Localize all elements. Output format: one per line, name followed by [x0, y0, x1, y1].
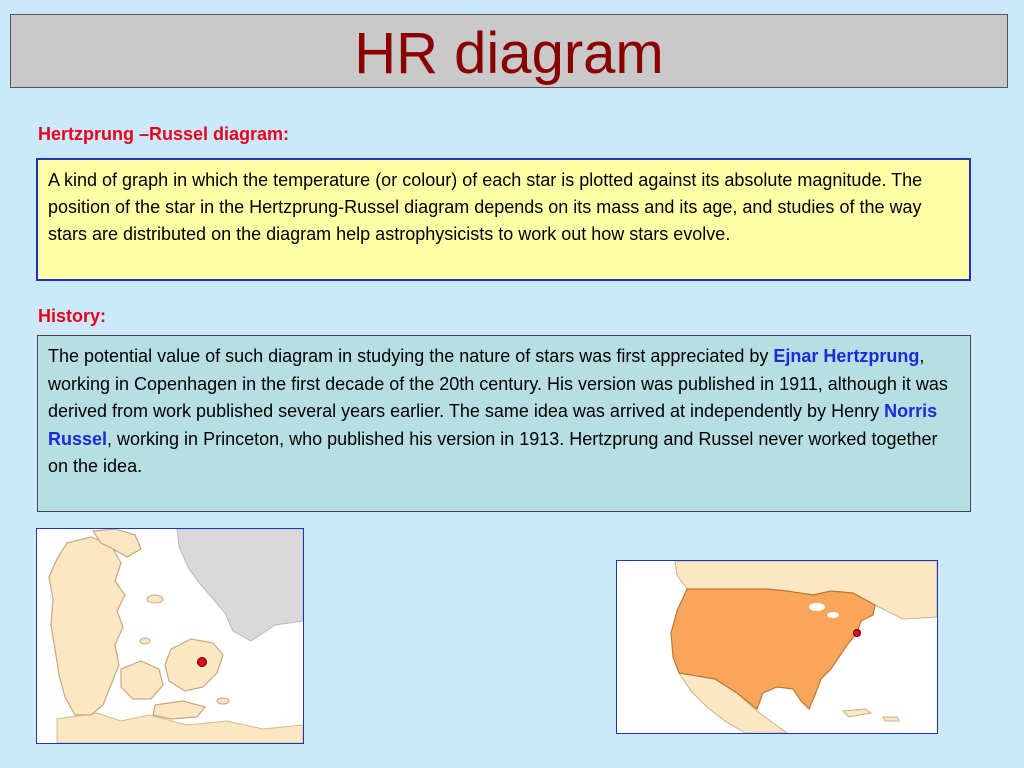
denmark-map — [36, 528, 304, 744]
history-text-1: The potential value of such diagram in studying the nature of stars was first appreciated by — [48, 346, 774, 366]
title-banner — [10, 14, 1008, 88]
history-text-3: , working in Princeton, who published his version in 1913. Hertzprung and Russel never worked together on the idea. — [48, 428, 938, 476]
denmark-map-image — [37, 529, 303, 743]
copenhagen-marker — [198, 658, 207, 667]
history-text-2: , working in Copenhagen in the first decade of the 20th century. His version was published in 1911, although it was derived from work published several years earlier. The same idea was arrived at independently by Henry — [48, 346, 948, 421]
russel-name: Norris Russel — [48, 401, 938, 449]
definition-box — [36, 158, 971, 281]
hertzprung-name: Ejnar Hertzprung — [773, 346, 920, 366]
princeton-marker — [854, 630, 861, 637]
history-box — [37, 335, 971, 512]
usa-map — [616, 560, 938, 734]
definition-heading: Hertzprung –Russel diagram: — [38, 124, 290, 144]
usa-map-image — [617, 561, 937, 733]
history-heading: History: — [38, 306, 107, 326]
slide-title: HR diagram — [354, 21, 664, 86]
definition-text: A kind of graph in which the temperature (or colour) of each star is plotted against its absolute magnitude. The position of the star in the Hertzprung-Russel diagram depends on its mass and its age, and studies of the way stars are distributed on the diagram help astrophysicists to work out how stars evolve. — [48, 170, 923, 244]
